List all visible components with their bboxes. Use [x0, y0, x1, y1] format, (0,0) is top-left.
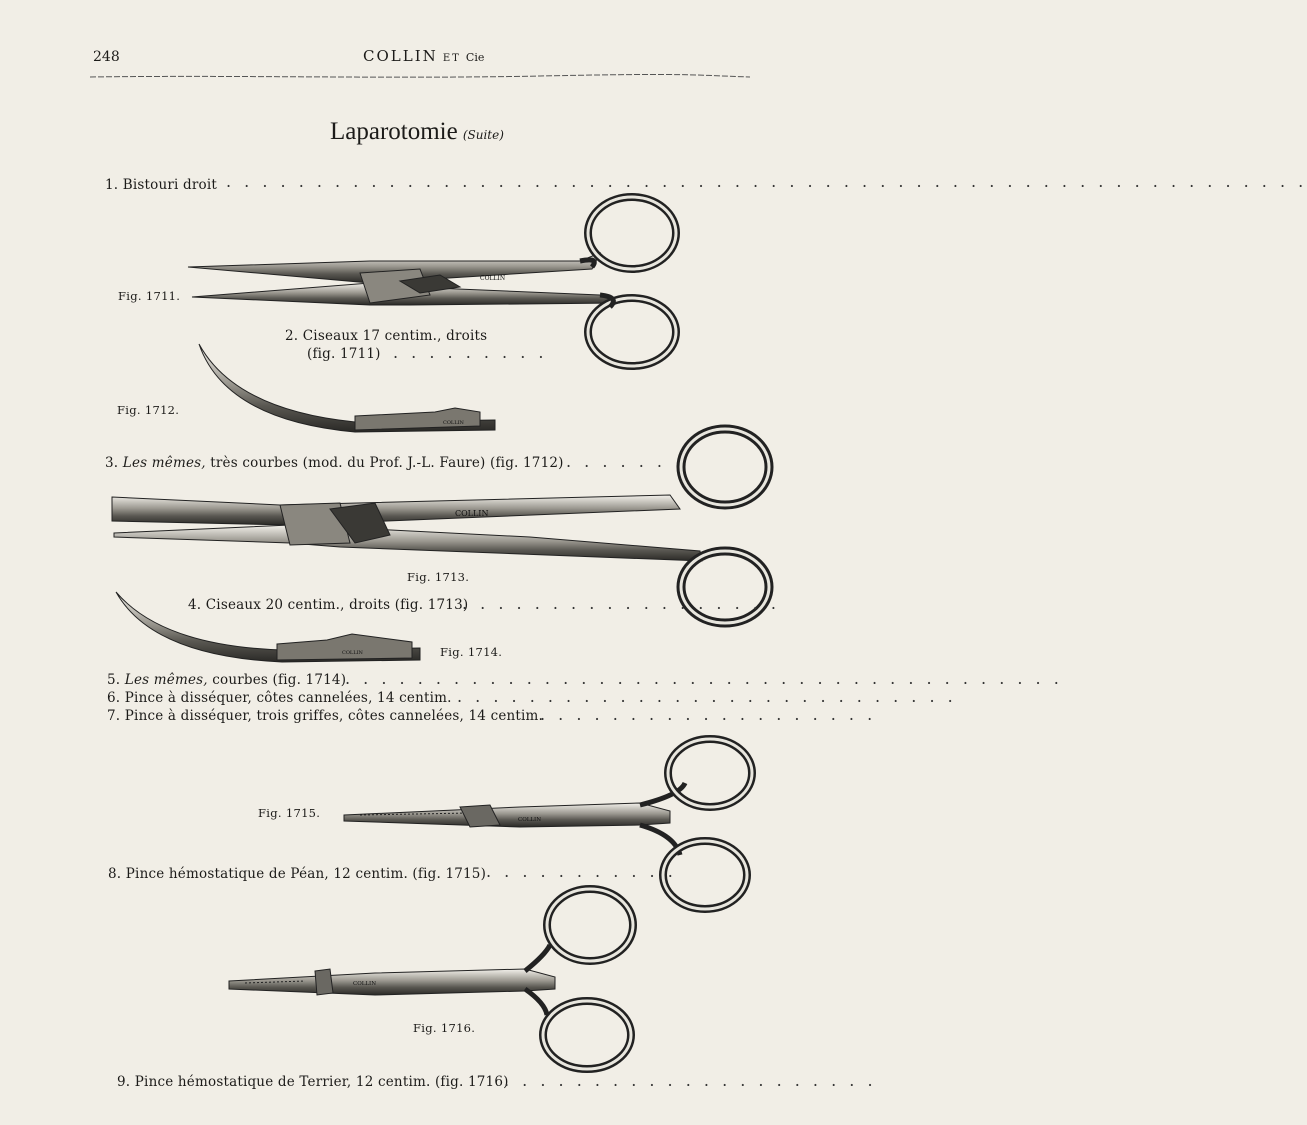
list-item: 8. Pince hémostatique de Péan, 12 centim. (fig. 1715) [108, 866, 487, 882]
item-italic: Les mêmes, [124, 672, 208, 688]
leader-dots: . . . . . . . . . [393, 343, 548, 362]
engraving-mark: COLLIN [480, 275, 506, 282]
list-item: 2. Ciseaux 17 centim., droits [285, 328, 488, 344]
page-title [330, 118, 504, 146]
title-sub: (Suite) [462, 128, 504, 142]
figure-caption: Fig. 1716. [413, 1021, 476, 1035]
figure-caption: Fig. 1714. [440, 645, 503, 659]
curved-scissors-large-illustration [112, 588, 424, 668]
title-main: Laparotomie [330, 118, 458, 145]
leader-dots: . . . . . . . . . . . . . . . . . . . . . . . . . . . . . . . . . . . . . . . . [345, 669, 1063, 688]
figure-caption: Fig. 1713. [407, 570, 470, 584]
publisher-co: Cie [465, 51, 485, 64]
figure-caption: Fig. 1711. [118, 289, 181, 303]
curved-scissors-illustration [195, 340, 548, 435]
leader-dots: . . . . . . . . . . . . . . . . . . . . . . . . . . . . [457, 687, 957, 706]
terrier-forceps-illustration [225, 885, 645, 1075]
leader-dots: . . . . . . . [566, 452, 685, 471]
item-number: 3. [105, 455, 119, 471]
list-item: 6. Pince à disséquer, côtes cannelées, 14 centim. [107, 690, 452, 706]
list-item: 1. Bistouri droit [105, 177, 218, 193]
figure-caption: Fig. 1715. [258, 806, 321, 820]
header-rule [90, 72, 750, 82]
item-italic: Les mêmes, [122, 455, 206, 471]
list-item: 9. Pince hémostatique de Terrier, 12 centim. (fig. 1716) [117, 1074, 509, 1090]
leader-dots: . . . . . . . . . . . [486, 862, 677, 881]
item-rest: très courbes (mod. du Prof. J.-L. Faure) (fig. 1712) [210, 455, 564, 471]
engraving-mark: COLLIN [353, 981, 377, 987]
list-item [107, 672, 346, 688]
page-number: 248 [93, 49, 120, 65]
engraving-mark: COLLIN [455, 509, 489, 518]
leader-dots: . . . . . . . . . . . . . . . . . . . [540, 705, 877, 724]
publisher-suffix: ET [442, 53, 461, 64]
engraving-mark: COLLIN [518, 817, 542, 823]
item-number: 5. [107, 672, 121, 688]
engraving-mark: COLLIN [443, 420, 464, 426]
figure-caption: Fig. 1712. [117, 403, 180, 417]
engraving-mark: COLLIN [342, 650, 363, 656]
list-item: 7. Pince à disséquer, trois griffes, côtes cannelées, 14 centim. [107, 708, 544, 724]
list-item-continuation: (fig. 1711) [307, 346, 381, 362]
leader-dots: . . . . . . . . . . . . . . . . . . . . . . . . . . . . . . . . . . . . . . . . . . . . . . . . . . . . . . . . . . . . [226, 172, 1307, 191]
running-header [363, 46, 484, 65]
leader-dots: . . . . . . . . . . . . . . . . . . . . . [504, 1071, 877, 1090]
publisher-name: COLLIN [363, 47, 438, 65]
leader-dots: . . . . . . . . . . . . . . . . . . [462, 594, 781, 613]
item-rest: courbes (fig. 1714) [212, 672, 347, 688]
list-item: 4. Ciseaux 20 centim., droits (fig. 1713) [188, 597, 469, 613]
